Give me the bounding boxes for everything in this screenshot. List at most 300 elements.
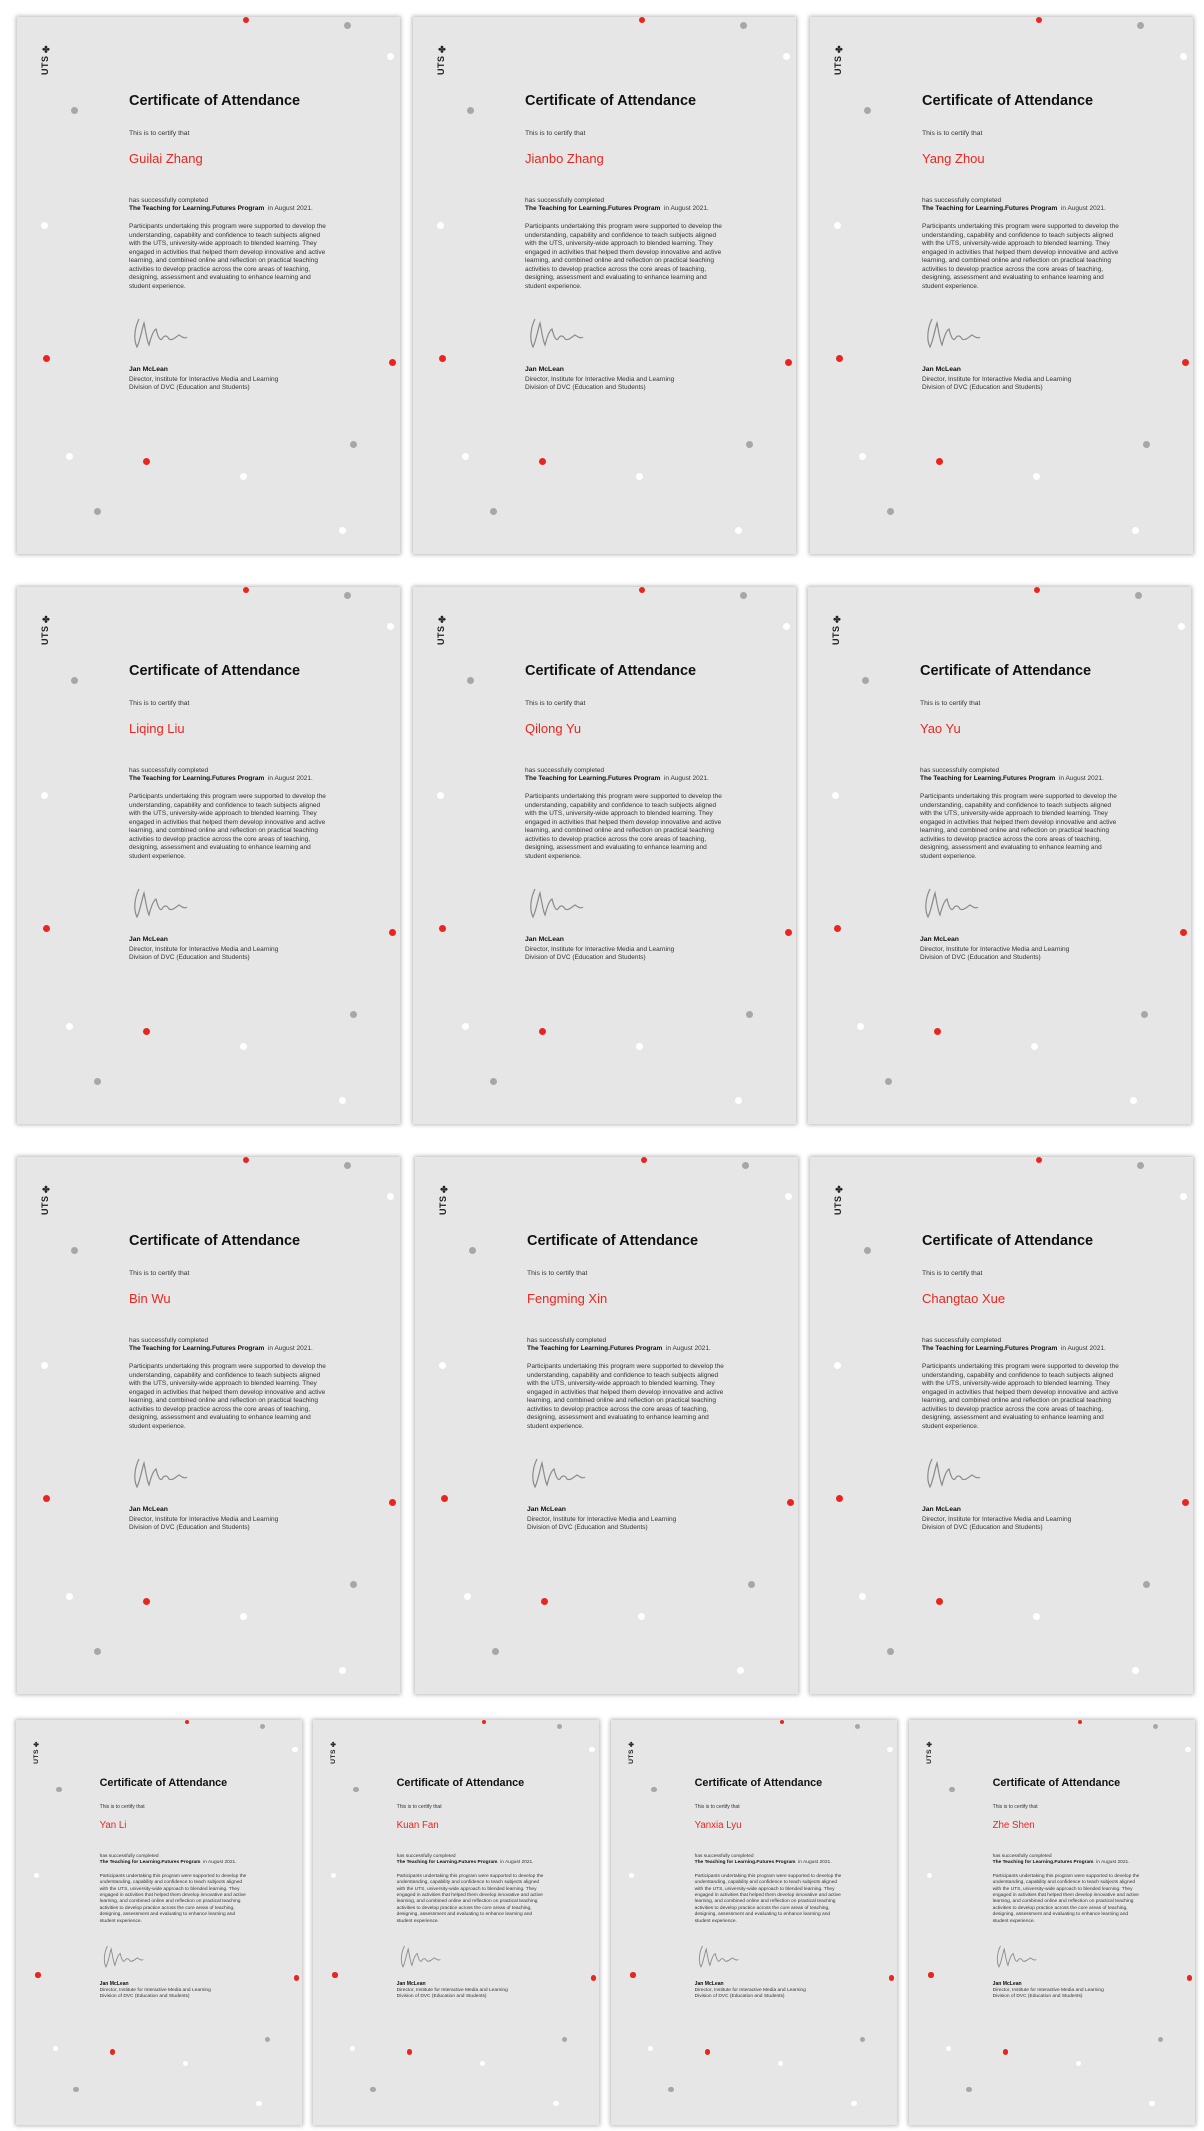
decorative-dot	[467, 677, 474, 684]
decorative-dot	[1137, 22, 1144, 29]
decorative-dot	[541, 1598, 548, 1605]
completed-text: has successfully completed	[129, 197, 209, 204]
uts-shield-icon: ✤	[833, 43, 843, 54]
decorative-dot	[1178, 623, 1185, 630]
signature-image	[527, 1455, 587, 1491]
decorative-dot	[353, 1787, 358, 1792]
decorative-dot	[482, 1720, 486, 1724]
decorative-dot	[834, 925, 841, 932]
decorative-dot	[864, 1247, 871, 1254]
signatory-name: Jan McLean	[922, 1506, 961, 1513]
decorative-dot	[832, 792, 839, 799]
certificate-card	[17, 17, 400, 554]
decorative-dot	[1076, 2061, 1081, 2066]
completion-statement	[920, 767, 1104, 783]
completion-statement	[695, 1854, 832, 1866]
recipient-name: Zhe Shen	[992, 1820, 1035, 1832]
decorative-dot	[240, 473, 247, 480]
decorative-dot	[350, 441, 357, 448]
signatory-role	[527, 1516, 676, 1533]
certificate-title: Certificate of Attendance	[525, 663, 697, 679]
signatory-role	[129, 946, 278, 963]
signatory-role	[100, 1988, 211, 2001]
decorative-dot	[966, 2087, 971, 2092]
decorative-dot	[1033, 1613, 1040, 1620]
certificate-card	[413, 587, 796, 1124]
uts-logo	[834, 1183, 843, 1215]
decorative-dot	[110, 2049, 115, 2054]
uts-shield-icon: ✤	[438, 1183, 448, 1194]
decorative-dot	[389, 1499, 396, 1506]
decorative-dot	[639, 587, 645, 593]
uts-shield-icon: ✤	[329, 1739, 337, 1748]
decorative-dot	[1185, 1747, 1190, 1752]
decorative-dot	[934, 1028, 941, 1035]
decorative-dot	[34, 1873, 39, 1878]
program-date: in August 2021.	[1060, 1345, 1106, 1353]
decorative-dot	[344, 592, 351, 599]
program-name: The Teaching for Learning.Futures Program	[922, 205, 1058, 213]
uts-logo-text: UTS	[925, 1749, 933, 1765]
signatory-division-line: Division of DVC (Education and Students)	[694, 1994, 785, 2000]
decorative-dot	[71, 107, 78, 114]
decorative-dot	[636, 473, 643, 480]
certificate-card	[810, 1157, 1193, 1694]
program-name: The Teaching for Learning.Futures Program	[525, 775, 661, 783]
decorative-dot	[265, 2037, 270, 2042]
program-name: The Teaching for Learning.Futures Program	[99, 1860, 201, 1866]
decorative-dot	[1187, 1975, 1192, 1980]
decorative-dot	[260, 1724, 265, 1729]
completed-text: has successfully completed	[99, 1854, 159, 1860]
program-description: Participants undertaking this program were supported to develop the understanding, capability and confidence to teach subjects aligned with the UTS, university-wide approach to blended learning. They engaged in activities that helped them develop innovative and active learning, and combined online and reflection on practical teaching activities to develop practice across the core areas of teaching, designing, assessment and evaluating to enhance learning and student experience.	[922, 223, 1119, 291]
decorative-dot	[387, 623, 394, 630]
decorative-dot	[1143, 441, 1150, 448]
decorative-dot	[339, 1097, 346, 1104]
completion-statement	[100, 1854, 237, 1866]
program-description: Participants undertaking this program were supported to develop the understanding, capability and confidence to teach subjects aligned with the UTS, university-wide approach to blended learning. They engaged in activities that helped them develop innovative and active learning, and combined online and reflection on practical teaching activities to develop practice across the core areas of teaching, designing, assessment and evaluating to enhance learning and student experience.	[694, 1873, 842, 1924]
certificate-title: Certificate of Attendance	[129, 93, 301, 109]
decorative-dot	[1036, 17, 1042, 23]
decorative-dot	[437, 222, 444, 229]
decorative-dot	[35, 1972, 40, 1977]
signature-image	[922, 1455, 982, 1491]
decorative-dot	[1031, 1043, 1038, 1050]
decorative-dot	[1003, 2049, 1008, 2054]
decorative-dot	[539, 1028, 546, 1035]
completion-statement	[129, 197, 313, 213]
decorative-dot	[851, 2101, 856, 2106]
uts-shield-icon: ✤	[627, 1739, 635, 1748]
certificate-card	[17, 1157, 400, 1694]
decorative-dot	[1132, 1667, 1139, 1674]
certify-text: This is to certify that	[129, 700, 190, 707]
certificate-title: Certificate of Attendance	[129, 663, 301, 679]
decorative-dot	[1141, 1011, 1148, 1018]
decorative-dot	[490, 1078, 497, 1085]
completion-statement	[922, 1337, 1106, 1353]
decorative-dot	[740, 592, 747, 599]
recipient-name: Kuan Fan	[396, 1820, 439, 1832]
program-name: The Teaching for Learning.Futures Program	[129, 1345, 265, 1353]
certificate-card	[808, 587, 1191, 1124]
decorative-dot	[638, 1613, 645, 1620]
signatory-role	[129, 1516, 278, 1533]
certify-text: This is to certify that	[129, 1270, 190, 1277]
signatory-role-line: Director, Institute for Interactive Media and Learning	[922, 1516, 1072, 1523]
decorative-dot	[464, 1593, 471, 1600]
decorative-dot	[1180, 929, 1187, 936]
recipient-name: Changtao Xue	[922, 1291, 1006, 1306]
certificate-title: Certificate of Attendance	[99, 1776, 228, 1789]
decorative-dot	[885, 1078, 892, 1085]
signatory-role-line: Director, Institute for Interactive Media and Learning	[694, 1988, 806, 1994]
certificate-title: Certificate of Attendance	[922, 93, 1094, 109]
decorative-dot	[740, 22, 747, 29]
decorative-dot	[492, 1648, 499, 1655]
program-date: in August 2021.	[663, 775, 709, 783]
certificate-card	[313, 1720, 599, 2125]
decorative-dot	[887, 1747, 892, 1752]
uts-shield-icon: ✤	[436, 613, 446, 624]
decorative-dot	[350, 1011, 357, 1018]
program-name: The Teaching for Learning.Futures Program	[922, 1345, 1058, 1353]
recipient-name: Yanxia Lyu	[694, 1820, 742, 1832]
uts-shield-icon: ✤	[40, 613, 50, 624]
certify-text: This is to certify that	[920, 700, 981, 707]
program-name: The Teaching for Learning.Futures Program	[525, 205, 661, 213]
decorative-dot	[71, 1247, 78, 1254]
decorative-dot	[41, 792, 48, 799]
signatory-name: Jan McLean	[129, 936, 168, 943]
recipient-name: Jianbo Zhang	[525, 151, 604, 166]
decorative-dot	[629, 1873, 634, 1878]
certify-text: This is to certify that	[525, 700, 586, 707]
completion-statement	[527, 1337, 711, 1353]
recipient-name: Guilai Zhang	[129, 151, 203, 166]
uts-logo	[834, 43, 843, 75]
decorative-dot	[389, 359, 396, 366]
decorative-dot	[183, 2061, 188, 2066]
signatory-role-line: Director, Institute for Interactive Media and Learning	[922, 376, 1072, 383]
uts-logo-text: UTS	[438, 1195, 448, 1215]
uts-logo-text: UTS	[40, 1195, 50, 1215]
decorative-dot	[705, 2049, 710, 2054]
decorative-dot	[1182, 359, 1189, 366]
decorative-dot	[256, 2101, 261, 2106]
signatory-division-line: Division of DVC (Education and Students)	[920, 954, 1041, 962]
decorative-dot	[785, 1193, 792, 1200]
signatory-name: Jan McLean	[527, 1506, 566, 1513]
decorative-dot	[240, 1613, 247, 1620]
signatory-role	[129, 376, 278, 393]
decorative-dot	[557, 1724, 562, 1729]
uts-logo	[41, 1183, 50, 1215]
uts-logo	[331, 1739, 338, 1764]
decorative-dot	[350, 1581, 357, 1588]
uts-logo-text: UTS	[32, 1749, 40, 1765]
completed-text: has successfully completed	[922, 1337, 1002, 1344]
decorative-dot	[539, 458, 546, 465]
decorative-dot	[370, 2087, 375, 2092]
program-name: The Teaching for Learning.Futures Program	[527, 1345, 663, 1353]
decorative-dot	[243, 1157, 249, 1163]
signatory-division-line: Division of DVC (Education and Students)	[527, 1524, 648, 1532]
program-date: in August 2021.	[665, 1345, 711, 1353]
decorative-dot	[73, 2087, 78, 2092]
decorative-dot	[1132, 527, 1139, 534]
decorative-dot	[748, 1581, 755, 1588]
program-date: in August 2021.	[267, 1345, 313, 1353]
completion-statement	[129, 1337, 313, 1353]
decorative-dot	[94, 1078, 101, 1085]
program-date: in August 2021.	[500, 1860, 534, 1866]
program-date: in August 2021.	[1096, 1860, 1130, 1866]
program-description: Participants undertaking this program were supported to develop the understanding, capability and confidence to teach subjects aligned with the UTS, university-wide approach to blended learning. They engaged in activities that helped them develop innovative and active learning, and combined online and reflection on practical teaching activities to develop practice across the core areas of teaching, designing, assessment and evaluating to enhance learning and student experience.	[129, 1363, 326, 1431]
decorative-dot	[407, 2049, 412, 2054]
certificate-card	[16, 1720, 302, 2125]
decorative-dot	[860, 2037, 865, 2042]
decorative-dot	[783, 623, 790, 630]
program-name: The Teaching for Learning.Futures Program	[992, 1860, 1094, 1866]
decorative-dot	[862, 677, 869, 684]
signatory-division-line: Division of DVC (Education and Students)	[129, 954, 250, 962]
decorative-dot	[469, 1247, 476, 1254]
decorative-dot	[1036, 1157, 1042, 1163]
uts-shield-icon: ✤	[40, 1183, 50, 1194]
signature-image	[525, 885, 585, 921]
signatory-name: Jan McLean	[694, 1980, 724, 1987]
decorative-dot	[441, 1495, 448, 1502]
decorative-dot	[294, 1975, 299, 1980]
decorative-dot	[143, 1598, 150, 1605]
decorative-dot	[1180, 53, 1187, 60]
decorative-dot	[785, 359, 792, 366]
uts-shield-icon: ✤	[32, 1739, 40, 1748]
signatory-name: Jan McLean	[129, 366, 168, 373]
uts-shield-icon: ✤	[833, 1183, 843, 1194]
signatory-role	[525, 946, 674, 963]
signature-image	[993, 1943, 1038, 1970]
signatory-role	[525, 376, 674, 393]
uts-logo-text: UTS	[831, 625, 841, 645]
program-description: Participants undertaking this program were supported to develop the understanding, capability and confidence to teach subjects aligned with the UTS, university-wide approach to blended learning. They engaged in activities that helped them develop innovative and active learning, and combined online and reflection on practical teaching activities to develop practice across the core areas of teaching, designing, assessment and evaluating to enhance learning and student experience.	[527, 1363, 724, 1431]
uts-logo	[41, 43, 50, 75]
decorative-dot	[1182, 1499, 1189, 1506]
signature-image	[525, 315, 585, 351]
decorative-dot	[56, 1787, 61, 1792]
signatory-division-line: Division of DVC (Education and Students)	[922, 1524, 1043, 1532]
decorative-dot	[887, 1648, 894, 1655]
completed-text: has successfully completed	[527, 1337, 607, 1344]
decorative-dot	[946, 2046, 951, 2051]
decorative-dot	[331, 1873, 336, 1878]
decorative-dot	[143, 1028, 150, 1035]
uts-logo-text: UTS	[627, 1749, 635, 1765]
decorative-dot	[562, 2037, 567, 2042]
decorative-dot	[292, 1747, 297, 1752]
signatory-role-line: Director, Institute for Interactive Media and Learning	[525, 376, 675, 383]
signatory-name: Jan McLean	[922, 366, 961, 373]
program-description: Participants undertaking this program were supported to develop the understanding, capability and confidence to teach subjects aligned with the UTS, university-wide approach to blended learning. They engaged in activities that helped them develop innovative and active learning, and combined online and reflection on practical teaching activities to develop practice across the core areas of teaching, designing, assessment and evaluating to enhance learning and student experience.	[129, 223, 326, 291]
recipient-name: Bin Wu	[129, 1291, 171, 1306]
signatory-role	[695, 1988, 806, 2001]
signatory-role-line: Director, Institute for Interactive Media and Learning	[920, 946, 1070, 953]
decorative-dot	[641, 1157, 647, 1163]
signatory-division-line: Division of DVC (Education and Students)	[992, 1994, 1083, 2000]
certificate-title: Certificate of Attendance	[396, 1776, 525, 1789]
program-description: Participants undertaking this program were supported to develop the understanding, capability and confidence to teach subjects aligned with the UTS, university-wide approach to blended learning. They engaged in activities that helped them develop innovative and active learning, and combined online and reflection on practical teaching activities to develop practice across the core areas of teaching, designing, assessment and evaluating to enhance learning and student experience.	[525, 223, 722, 291]
program-description: Participants undertaking this program were supported to develop the understanding, capability and confidence to teach subjects aligned with the UTS, university-wide approach to blended learning. They engaged in activities that helped them develop innovative and active learning, and combined online and reflection on practical teaching activities to develop practice across the core areas of teaching, designing, assessment and evaluating to enhance learning and student experience.	[525, 793, 722, 861]
certificate-card	[810, 17, 1193, 554]
signatory-role	[993, 1988, 1104, 2001]
uts-logo-text: UTS	[436, 625, 446, 645]
decorative-dot	[648, 2046, 653, 2051]
signatory-role	[397, 1988, 508, 2001]
decorative-dot	[630, 1972, 635, 1977]
decorative-dot	[780, 1720, 784, 1724]
uts-logo	[629, 1739, 636, 1764]
signatory-role-line: Director, Institute for Interactive Media and Learning	[129, 946, 279, 953]
signature-image	[129, 1455, 189, 1491]
decorative-dot	[43, 925, 50, 932]
decorative-dot	[668, 2087, 673, 2092]
signature-image	[129, 315, 189, 351]
decorative-dot	[1034, 587, 1040, 593]
decorative-dot	[387, 1193, 394, 1200]
signatory-name: Jan McLean	[99, 1980, 129, 1987]
decorative-dot	[350, 2046, 355, 2051]
decorative-dot	[66, 453, 73, 460]
decorative-dot	[143, 458, 150, 465]
signatory-name: Jan McLean	[129, 1506, 168, 1513]
certificate-card	[611, 1720, 897, 2125]
decorative-dot	[240, 1043, 247, 1050]
decorative-dot	[859, 1593, 866, 1600]
signatory-role-line: Director, Institute for Interactive Media and Learning	[527, 1516, 677, 1523]
decorative-dot	[1033, 473, 1040, 480]
decorative-dot	[735, 527, 742, 534]
decorative-dot	[1137, 1162, 1144, 1169]
recipient-name: Yao Yu	[920, 721, 961, 736]
decorative-dot	[737, 1667, 744, 1674]
uts-logo	[832, 613, 841, 645]
decorative-dot	[834, 222, 841, 229]
signatory-name: Jan McLean	[525, 936, 564, 943]
recipient-name: Qilong Yu	[525, 721, 582, 736]
program-name: The Teaching for Learning.Futures Program	[920, 775, 1056, 783]
program-name: The Teaching for Learning.Futures Program	[396, 1860, 498, 1866]
decorative-dot	[66, 1593, 73, 1600]
decorative-dot	[339, 1667, 346, 1674]
completion-statement	[129, 767, 313, 783]
decorative-dot	[480, 2061, 485, 2066]
decorative-dot	[344, 1162, 351, 1169]
decorative-dot	[783, 53, 790, 60]
program-description: Participants undertaking this program were supported to develop the understanding, capability and confidence to teach subjects aligned with the UTS, university-wide approach to blended learning. They engaged in activities that helped them develop innovative and active learning, and combined online and reflection on practical teaching activities to develop practice across the core areas of teaching, designing, assessment and evaluating to enhance learning and student experience.	[99, 1873, 247, 1924]
uts-shield-icon: ✤	[925, 1739, 933, 1748]
decorative-dot	[490, 508, 497, 515]
decorative-dot	[836, 355, 843, 362]
certificate-title: Certificate of Attendance	[129, 1233, 301, 1249]
decorative-dot	[439, 925, 446, 932]
signatory-division-line: Division of DVC (Education and Students)	[525, 954, 646, 962]
program-name: The Teaching for Learning.Futures Program	[129, 205, 265, 213]
signatory-division-line: Division of DVC (Education and Students)	[525, 384, 646, 392]
decorative-dot	[43, 355, 50, 362]
decorative-dot	[243, 587, 249, 593]
certificate-card	[415, 1157, 798, 1694]
decorative-dot	[94, 1648, 101, 1655]
signature-image	[100, 1943, 145, 1970]
signatory-name: Jan McLean	[920, 936, 959, 943]
decorative-dot	[651, 1787, 656, 1792]
completed-text: has successfully completed	[992, 1854, 1052, 1860]
uts-logo	[34, 1739, 41, 1764]
signature-image	[920, 885, 980, 921]
decorative-dot	[778, 2061, 783, 2066]
decorative-dot	[636, 1043, 643, 1050]
uts-logo-text: UTS	[833, 55, 843, 75]
decorative-dot	[864, 107, 871, 114]
decorative-dot	[553, 2101, 558, 2106]
decorative-dot	[462, 453, 469, 460]
decorative-dot	[887, 508, 894, 515]
signatory-division-line: Division of DVC (Education and Students)	[922, 384, 1043, 392]
decorative-dot	[787, 1499, 794, 1506]
decorative-dot	[857, 1023, 864, 1030]
signature-image	[397, 1943, 442, 1970]
decorative-dot	[928, 1972, 933, 1977]
decorative-dot	[834, 1362, 841, 1369]
decorative-dot	[855, 1724, 860, 1729]
uts-logo-text: UTS	[40, 55, 50, 75]
completed-text: has successfully completed	[525, 767, 605, 774]
completion-statement	[397, 1854, 534, 1866]
decorative-dot	[437, 792, 444, 799]
program-date: in August 2021.	[1060, 205, 1106, 213]
program-name: The Teaching for Learning.Futures Program	[694, 1860, 796, 1866]
decorative-dot	[66, 1023, 73, 1030]
decorative-dot	[1149, 2101, 1154, 2106]
signatory-name: Jan McLean	[992, 1980, 1022, 1987]
certificate-title: Certificate of Attendance	[922, 1233, 1094, 1249]
decorative-dot	[467, 107, 474, 114]
decorative-dot	[339, 527, 346, 534]
program-date: in August 2021.	[203, 1860, 237, 1866]
signatory-role-line: Director, Institute for Interactive Media and Learning	[992, 1988, 1104, 1994]
certificate-title: Certificate of Attendance	[992, 1776, 1121, 1789]
certify-text: This is to certify that	[922, 1270, 983, 1277]
signatory-division-line: Division of DVC (Education and Students)	[129, 1524, 250, 1532]
signatory-division-line: Division of DVC (Education and Students)	[129, 384, 250, 392]
certify-text: This is to certify that	[99, 1804, 145, 1811]
decorative-dot	[746, 1011, 753, 1018]
completed-text: has successfully completed	[694, 1854, 754, 1860]
certify-text: This is to certify that	[922, 130, 983, 137]
decorative-dot	[387, 53, 394, 60]
signatory-division-line: Division of DVC (Education and Students)	[396, 1994, 487, 2000]
signatory-role	[920, 946, 1069, 963]
recipient-name: Yang Zhou	[922, 151, 985, 166]
decorative-dot	[1143, 1581, 1150, 1588]
decorative-dot	[1158, 2037, 1163, 2042]
decorative-dot	[949, 1787, 954, 1792]
decorative-dot	[71, 677, 78, 684]
recipient-name: Liqing Liu	[129, 721, 185, 736]
decorative-dot	[94, 508, 101, 515]
signature-image	[695, 1943, 740, 1970]
